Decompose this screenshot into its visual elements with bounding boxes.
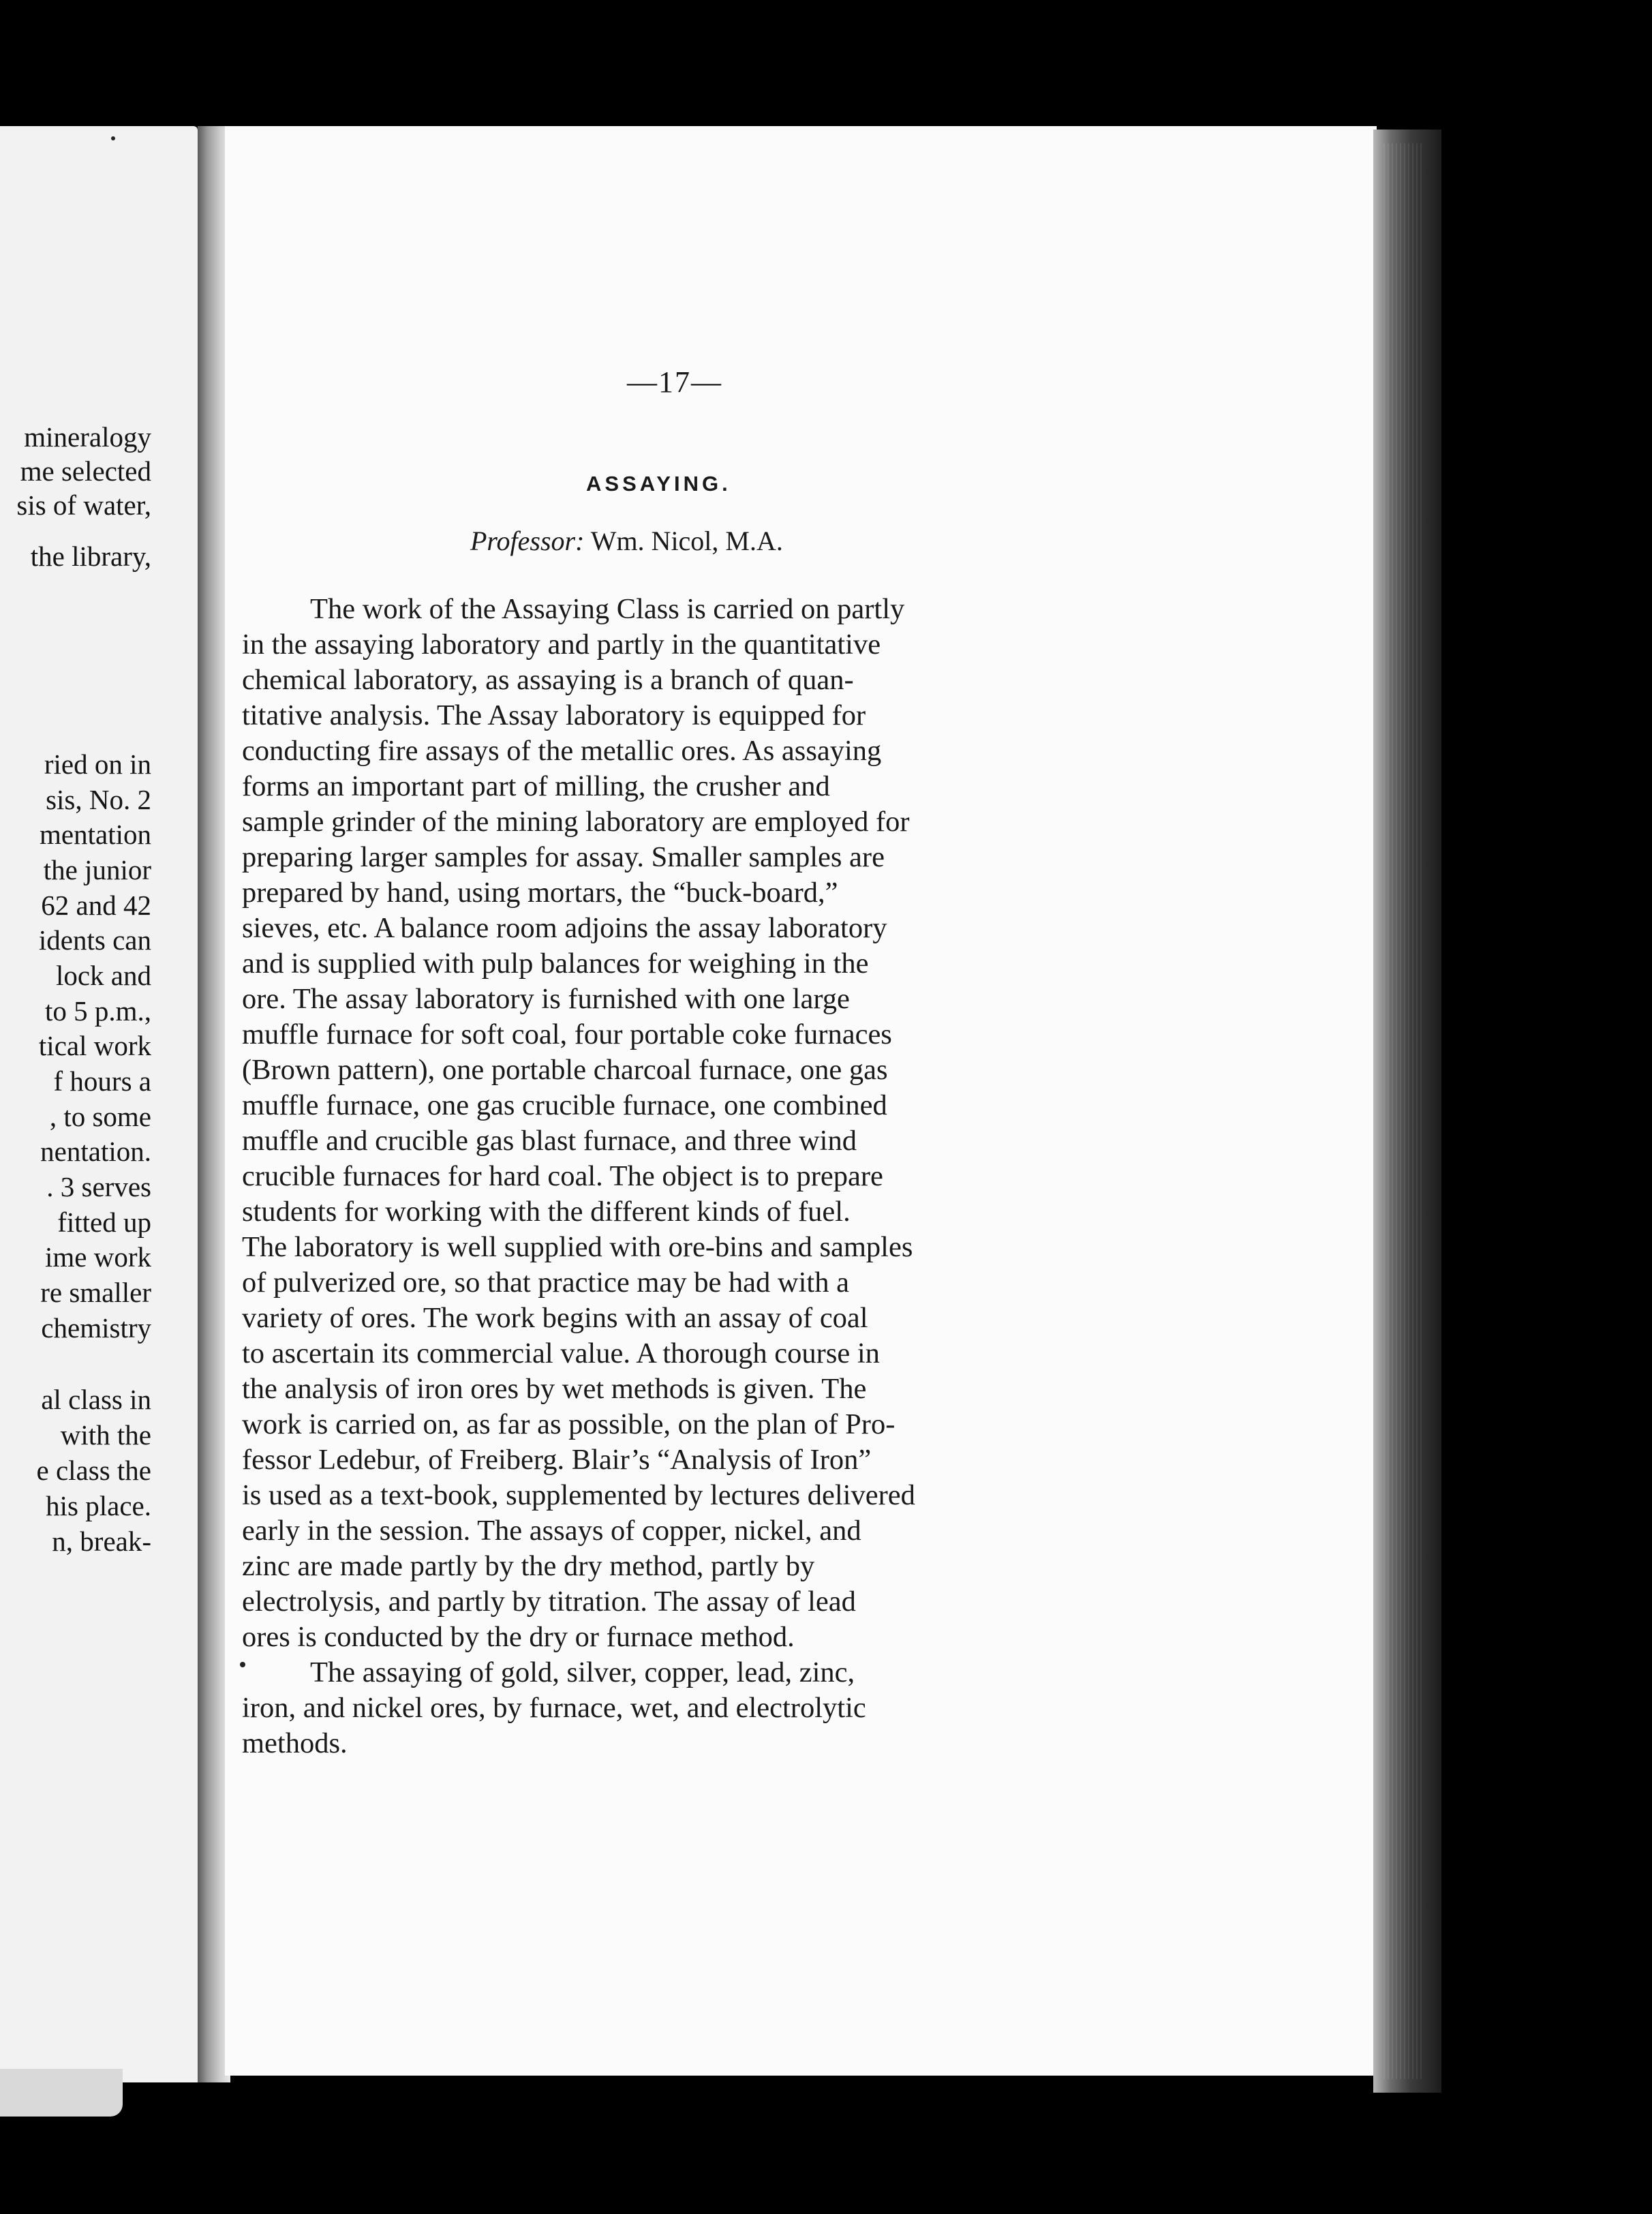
previous-page-line: sis, No. 2 (46, 784, 151, 815)
previous-page-line: n, break- (52, 1526, 151, 1557)
body-text (242, 592, 1101, 1761)
text-line: of pulverized ore, so that practice may be had with a (242, 1267, 849, 1299)
previous-page-line: sis of water, (16, 489, 151, 521)
previous-page-line: the junior (43, 854, 151, 885)
previous-page-line: his place. (46, 1490, 151, 1521)
text-line: (Brown pattern), one portable charcoal furnace, one gas (242, 1054, 888, 1086)
text-line: prepared by hand, using mortars, the “buck-board,” (242, 877, 838, 909)
text-line: zinc are made partly by the dry method, partly by (242, 1550, 815, 1582)
text-line: students for working with the different kinds of fuel. (242, 1196, 851, 1228)
previous-page-line: ried on in (44, 748, 151, 780)
text-line: fessor Ledebur, of Freiberg. Blair’s “Analysis of Iron” (242, 1444, 872, 1476)
text-line: muffle and crucible gas blast furnace, and three wind (242, 1125, 857, 1157)
previous-page-line: lock and (55, 960, 151, 991)
professor-line (470, 525, 783, 557)
previous-page-line: idents can (38, 924, 151, 956)
ink-speck (111, 136, 115, 140)
text-line: sample grinder of the mining laboratory are employed for (242, 806, 910, 838)
text-line: The laboratory is well supplied with ore-bins and samples (242, 1231, 913, 1263)
previous-page-line: al class in (41, 1384, 151, 1415)
text-line: muffle furnace, one gas crucible furnace, one combined (242, 1089, 887, 1121)
page-number: —17— (627, 365, 722, 399)
text-line: variety of ores. The work begins with an assay of coal (242, 1302, 868, 1334)
professor-label: Professor: (470, 526, 585, 556)
previous-page-line: me selected (20, 455, 151, 487)
previous-page-corner (0, 2069, 123, 2117)
previous-page-line: 62 and 42 (41, 890, 151, 921)
previous-page-line: tical work (38, 1030, 151, 1061)
previous-page-line: to 5 p.m., (44, 995, 151, 1027)
text-line: sieves, etc. A balance room adjoins the assay laboratory (242, 912, 887, 944)
ink-speck (240, 1662, 245, 1667)
text-line: is used as a text-book, supplemented by lectures delivered (242, 1479, 915, 1511)
previous-page-line: mentation (40, 819, 151, 850)
professor-name: Wm. Nicol, M.A. (590, 526, 783, 556)
text-line: crucible furnaces for hard coal. The object is to prepare (242, 1160, 883, 1192)
previous-page-line: re smaller (40, 1277, 151, 1308)
page-edge-lines (1383, 143, 1424, 2079)
text-line: work is carried on, as far as possible, on the plan of Pro- (242, 1408, 896, 1440)
text-line: iron, and nickel ores, by furnace, wet, and electrolytic (242, 1692, 866, 1724)
text-line: early in the session. The assays of copper, nickel, and (242, 1515, 861, 1547)
previous-page-line: ime work (45, 1241, 151, 1273)
text-line: forms an important part of milling, the crusher and (242, 770, 830, 802)
previous-page-line: mineralogy (24, 421, 151, 453)
text-line: preparing larger samples for assay. Smaller samples are (242, 841, 885, 873)
previous-page-line: f hours a (53, 1065, 151, 1097)
text-line: The work of the Assaying Class is carried on partly (310, 593, 905, 625)
text-line: in the assaying laboratory and partly in the quantitative (242, 628, 881, 661)
text-line: titative analysis. The Assay laboratory is equipped for (242, 699, 866, 731)
previous-page-line: . 3 serves (46, 1171, 151, 1202)
text-line: to ascertain its commercial value. A thorough course in (242, 1337, 880, 1369)
previous-page-fragment (0, 126, 198, 2082)
previous-page-line: nentation. (40, 1136, 151, 1167)
text-line: the analysis of iron ores by wet methods is given. The (242, 1373, 867, 1405)
previous-page-line: , to some (49, 1101, 151, 1132)
text-line: conducting fire assays of the metallic ores. As assaying (242, 735, 882, 767)
text-line: muffle furnace for soft coal, four portable coke furnaces (242, 1018, 892, 1050)
section-title: ASSAYING. (586, 472, 731, 496)
previous-page-line: the library, (30, 541, 151, 572)
text-line: ores is conducted by the dry or furnace method. (242, 1621, 795, 1653)
text-line: The assaying of gold, silver, copper, lead, zinc, (310, 1656, 855, 1688)
text-line: chemical laboratory, as assaying is a branch of quan- (242, 664, 854, 696)
previous-page-line: with the (60, 1419, 151, 1451)
text-line: methods. (242, 1727, 348, 1759)
previous-page-line: fitted up (57, 1207, 151, 1238)
previous-page-line: chemistry (41, 1312, 151, 1344)
previous-page-line: e class the (36, 1455, 151, 1486)
text-line: and is supplied with pulp balances for weighing in the (242, 947, 869, 980)
text-line: ore. The assay laboratory is furnished with one large (242, 983, 850, 1015)
text-line: electrolysis, and partly by titration. The assay of lead (242, 1586, 856, 1618)
